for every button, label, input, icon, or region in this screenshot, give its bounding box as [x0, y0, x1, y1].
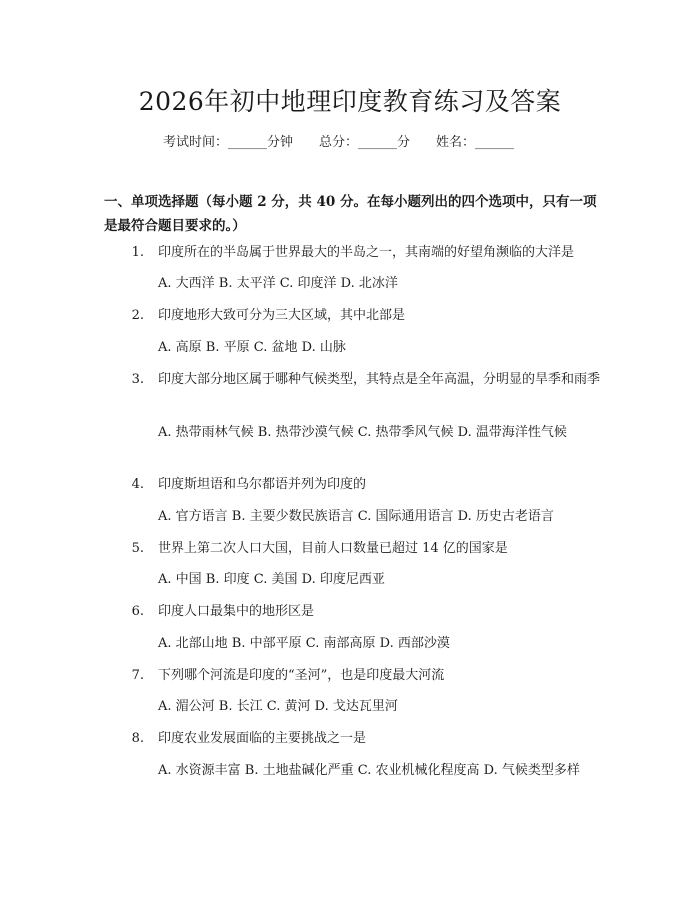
question-number: 4.	[131, 477, 144, 492]
question-2-options: A. 高原 B. 平原 C. 盆地 D. 山脉	[158, 340, 346, 355]
question-number: 6.	[131, 604, 144, 619]
question-4	[104, 472, 600, 498]
question-number: 7.	[131, 668, 144, 683]
question-3	[104, 367, 600, 393]
question-number: 2.	[131, 308, 144, 323]
question-number: 8.	[131, 731, 144, 746]
question-text: 世界上第二次人口大国，目前人口数量已超过 14 亿的国家是	[158, 541, 508, 556]
question-3-options: A. 热带雨林气候 B. 热带沙漠气候 C. 热带季风气候 D. 温带海洋性气候	[158, 425, 567, 440]
exam-name: 姓名：______	[436, 135, 515, 150]
question-4-options: A. 官方语言 B. 主要少数民族语言 C. 国际通用语言 D. 历史古老语言	[158, 509, 554, 524]
question-text: 下列哪个河流是印度的“圣河”，也是印度最大河流	[158, 668, 445, 683]
question-text: 印度大部分地区属于哪种气候类型，其特点是全年高温，分明显的旱季和雨季	[158, 372, 601, 387]
question-text: 印度所在的半岛属于世界最大的半岛之一，其南端的好望角濒临的大洋是	[158, 245, 575, 260]
exam-time: 考试时间：______分钟	[163, 135, 294, 150]
question-7-options: A. 湄公河 B. 长江 C. 黄河 D. 戈达瓦里河	[158, 699, 398, 714]
question-number: 1.	[131, 245, 144, 260]
exam-meta	[163, 131, 514, 150]
section-heading: 一、单项选择题（每小题 2 分，共 40 分。在每小题列出的四个选项中，只有一项是最符合题目要求的。）	[104, 194, 597, 234]
question-number: 5.	[131, 541, 144, 556]
question-6	[104, 599, 600, 625]
exam-score: 总分：______分	[319, 135, 411, 150]
question-8-options: A. 水资源丰富 B. 土地盐碱化严重 C. 农业机械化程度高 D. 气候类型多样	[158, 763, 580, 778]
question-7	[104, 663, 600, 689]
question-8	[104, 726, 600, 752]
question-text: 印度斯坦语和乌尔都语并列为印度的	[158, 477, 367, 492]
question-6-options: A. 北部山地 B. 中部平原 C. 南部高原 D. 西部沙漠	[158, 636, 450, 651]
question-number: 3.	[131, 372, 144, 387]
question-5-options: A. 中国 B. 印度 C. 美国 D. 印度尼西亚	[158, 572, 385, 587]
question-2	[104, 303, 600, 329]
question-text: 印度地形大致可分为三大区域，其中北部是	[158, 308, 406, 323]
question-5	[104, 536, 600, 562]
question-text: 印度人口最集中的地形区是	[158, 604, 315, 619]
page-title: 2026年初中地理印度教育练习及答案	[138, 87, 562, 116]
question-1	[104, 240, 600, 266]
question-text: 印度农业发展面临的主要挑战之一是	[158, 731, 367, 746]
question-1-options: A. 大西洋 B. 太平洋 C. 印度洋 D. 北冰洋	[158, 276, 398, 291]
